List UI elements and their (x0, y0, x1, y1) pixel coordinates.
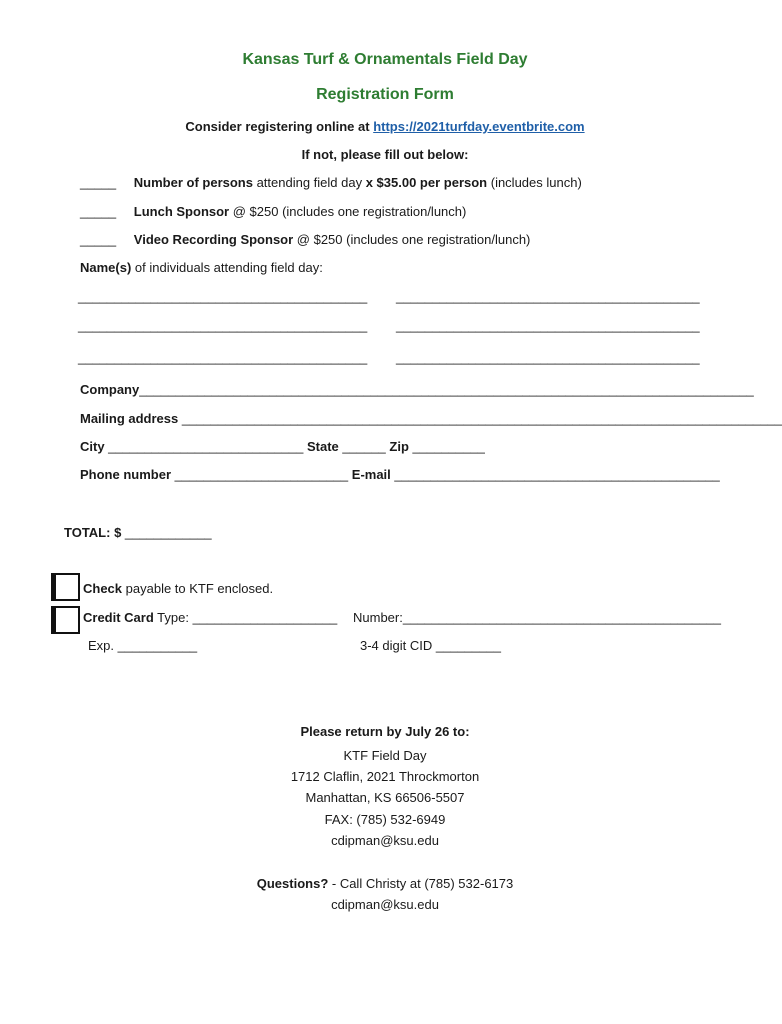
name-line-2-right[interactable]: __________________________________________ (396, 318, 700, 333)
lunch-sponsor-blank[interactable]: _____ (80, 204, 117, 219)
check-text: payable to KTF enclosed. (122, 581, 274, 596)
names-text: of individuals attending field day: (131, 260, 323, 275)
lunch-sponsor-row (80, 204, 466, 219)
video-sponsor-text: @ $250 (includes one registration/lunch) (293, 232, 531, 247)
card-number-label: Number: (353, 610, 403, 625)
persons-text: attending field day (252, 175, 366, 190)
return-line: 1712 Claflin, 2021 Throckmorton (290, 769, 480, 784)
company-label: Company (80, 382, 140, 397)
return-email: cdipman@ksu.edu (331, 833, 439, 848)
phone-field[interactable]: ________________________ (174, 467, 349, 482)
lunch-sponsor-text: @ $250 (includes one registration/lunch) (229, 204, 467, 219)
company-row (80, 382, 754, 397)
exp-row (88, 638, 197, 653)
mailing-row (80, 411, 782, 426)
total-label: TOTAL: $ (64, 525, 125, 540)
video-sponsor-blank[interactable]: _____ (80, 232, 117, 247)
name-line-1-right[interactable]: __________________________________________ (396, 289, 700, 304)
email-field[interactable]: _____________________________________________ (394, 467, 720, 482)
return-line: FAX: (785) 532-6949 (324, 812, 446, 827)
exp-field[interactable]: ___________ (117, 638, 198, 653)
name-line-3-right[interactable]: __________________________________________ (396, 350, 700, 365)
online-registration-line (0, 119, 770, 134)
credit-card-label: Credit Card (83, 610, 154, 625)
questions-label: Questions? (256, 876, 329, 891)
total-row (64, 525, 212, 540)
name-line-1-left[interactable]: ________________________________________ (78, 289, 368, 304)
cid-label: 3-4 digit CID (360, 638, 436, 653)
lunch-sponsor-label: Lunch Sponsor (133, 204, 230, 219)
zip-field[interactable]: __________ (412, 439, 485, 454)
card-type-field[interactable]: ____________________ (192, 610, 338, 625)
card-type-label: Type: (153, 610, 193, 625)
persons-blank[interactable]: _____ (80, 175, 117, 190)
name-line-3-left[interactable]: ________________________________________ (78, 350, 368, 365)
zip-label: Zip (385, 439, 413, 454)
state-label: State (303, 439, 343, 454)
eventbrite-link[interactable]: https://2021turfday.eventbrite.com (373, 119, 585, 134)
state-field[interactable]: ______ (342, 439, 386, 454)
names-heading (80, 260, 323, 275)
mailing-label: Mailing address (80, 411, 182, 426)
city-state-zip-row (80, 439, 485, 454)
persons-price: x $35.00 per person (365, 175, 488, 190)
mailing-field[interactable]: ___________________________________________________________________________________ (181, 411, 782, 426)
email-label: E-mail (348, 467, 395, 482)
city-label: City (80, 439, 109, 454)
persons-label: Number of persons (133, 175, 253, 190)
total-field[interactable]: ____________ (124, 525, 212, 540)
questions-text: - Call Christy at (785) 532-6173 (328, 876, 514, 891)
questions-row (0, 876, 770, 891)
names-label: Name(s) (80, 260, 132, 275)
name-line-2-left[interactable]: ________________________________________ (78, 318, 368, 333)
return-line: Manhattan, KS 66506-5507 (305, 790, 465, 805)
company-field[interactable]: _____________________________________________________________________________________ (139, 382, 754, 397)
exp-label: Exp. (88, 638, 118, 653)
check-row (83, 581, 273, 596)
persons-note: (includes lunch) (487, 175, 582, 190)
cid-field[interactable]: _________ (435, 638, 501, 653)
return-heading: Please return by July 26 to: (300, 724, 470, 739)
card-number-field[interactable]: ____________________________________________ (402, 610, 721, 625)
questions-email: cdipman@ksu.edu (331, 897, 439, 912)
check-checkbox[interactable] (54, 573, 80, 601)
return-line: KTF Field Day (343, 748, 427, 763)
city-field[interactable]: ___________________________ (108, 439, 304, 454)
cid-row (360, 638, 501, 653)
video-sponsor-row (80, 232, 530, 247)
phone-email-row (80, 467, 720, 482)
card-number-row (353, 610, 721, 625)
online-prefix: Consider registering online at (185, 119, 374, 134)
number-of-persons-row (80, 175, 582, 190)
credit-card-row (83, 610, 337, 625)
fill-out-instruction: If not, please fill out below: (301, 147, 469, 162)
form-title: Kansas Turf & Ornamentals Field Day (242, 51, 528, 68)
check-label: Check (83, 581, 123, 596)
phone-label: Phone number (80, 467, 175, 482)
form-subtitle: Registration Form (316, 86, 454, 103)
video-sponsor-label: Video Recording Sponsor (133, 232, 294, 247)
credit-card-checkbox[interactable] (54, 606, 80, 634)
